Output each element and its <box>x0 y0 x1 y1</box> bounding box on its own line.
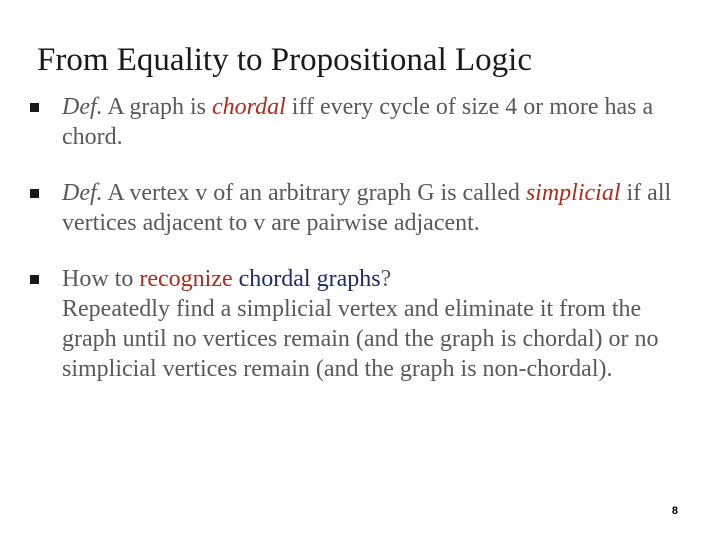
bullet-simplicial-definition <box>30 178 690 238</box>
term-chordal: chordal <box>212 94 286 120</box>
term-simplicial: simplicial <box>525 180 621 206</box>
definition-text-end: if all vertices adjacent to v are pairwise adjacent. <box>62 180 672 236</box>
page-number: 8 <box>671 505 678 517</box>
question-mark: ? <box>380 266 392 292</box>
square-bullet-icon <box>30 103 39 112</box>
square-bullet-icon <box>30 189 39 198</box>
recognition-answer: Repeatedly find a simplicial vertex and eliminate it from the graph until no vertices remain (and the graph is chordal) or no simplicial vertices remain (and the graph is non-chordal). <box>62 296 659 382</box>
question-chordal-graphs: chordal graphs <box>238 266 381 292</box>
bullet-list <box>30 92 690 410</box>
question-recognize: recognize <box>139 266 233 292</box>
question-text-start: How to <box>62 266 140 292</box>
slide-title: From Equality to Propositional Logic <box>37 42 532 78</box>
bullet-chordal-definition <box>30 92 690 152</box>
definition-label: Def. <box>62 180 103 206</box>
definition-text-start: A vertex v of an arbitrary graph G is called <box>102 180 526 206</box>
definition-text-start: A graph is <box>102 94 212 120</box>
definition-text-end: iff every cycle of size 4 or more has a chord. <box>62 94 654 150</box>
square-bullet-icon <box>30 275 39 284</box>
definition-label: Def. <box>62 94 103 120</box>
bullet-recognition-question <box>30 264 690 384</box>
